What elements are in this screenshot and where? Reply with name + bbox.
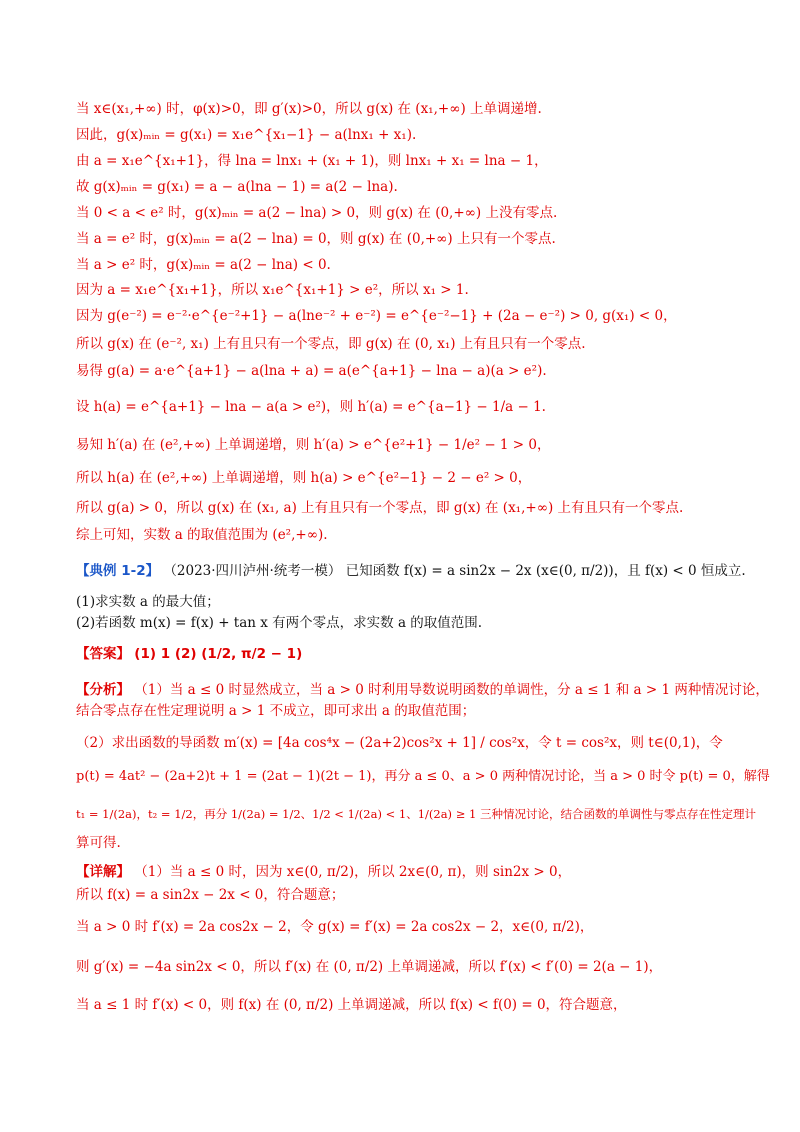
analysis-line-6: 算可得. (76, 835, 121, 851)
proof-line-5: 当 0 < a < e² 时，g(x)ₘᵢₙ = a(2 − lna) > 0，则 g(x) 在 (0,+∞) 上没有零点. (76, 205, 558, 221)
detail-label: 【详解】 (76, 864, 130, 880)
analysis-label: 【分析】 (76, 682, 130, 698)
detail-line-3: 当 a > 0 时 f′(x) = 2a cos2x − 2，令 g(x) = f′(x) = 2a cos2x − 2，x∈(0, π/2)， (76, 919, 594, 935)
analysis-line-2: 结合零点存在性定理说明 a > 1 不成立，即可求出 a 的取值范围； (76, 703, 476, 719)
proof-line-14: 所以 h(a) 在 (e²,+∞) 上单调递增，则 h(a) > e^{e²−1} − 2 − e² > 0， (76, 470, 532, 486)
example-source: （2023·四川泸州·统考一模） (163, 563, 342, 579)
analysis-line-1 (76, 681, 769, 699)
analysis-line-5: t₁ = 1/(2a)，t₂ = 1/2，再分 1/(2a) = 1/2、1/2 < 1/(2a) < 1、1/(2a) ≥ 1 三种情况讨论，结合函数的单调性与零点存在性定理计 (76, 807, 756, 821)
example-tag: 【典例 1-2】 (76, 563, 160, 579)
proof-line-6: 当 a = e² 时，g(x)ₘᵢₙ = a(2 − lna) = 0，则 g(x) 在 (0,+∞) 上只有一个零点. (76, 231, 556, 247)
proof-line-12: 设 h(a) = e^{a+1} − lna − a(a > e²)，则 h′(a) = e^{a−1} − 1/a − 1. (76, 399, 546, 415)
proof-line-15: 所以 g(a) > 0，所以 g(x) 在 (x₁, a) 上有且只有一个零点，即 g(x) 在 (x₁,+∞) 上有且只有一个零点. (76, 500, 684, 516)
analysis-line-3: （2）求出函数的导函数 m′(x) = [4a cos⁴x − (2a+2)cos²x + 1] / cos²x，令 t = cos²x，则 t∈(0,1)，令 (76, 735, 723, 751)
proof-line-4: 故 g(x)ₘᵢₙ = g(x₁) = a − a(lna − 1) = a(2 − lna). (76, 179, 398, 195)
answer-line (76, 645, 302, 663)
proof-line-3: 由 a = x₁e^{x₁+1}，得 lna = lnx₁ + (x₁ + 1)，则 lnx₁ + x₁ = lna − 1， (76, 153, 548, 169)
detail-line-5: 当 a ≤ 1 时 f′(x) < 0，则 f(x) 在 (0, π/2) 上单调递减，所以 f(x) < f(0) = 0，符合题意， (76, 997, 627, 1013)
analysis-line-4: p(t) = 4at² − (2a+2)t + 1 = (2at − 1)(2t − 1)，再分 a ≤ 0、a > 0 两种情况讨论，当 a > 0 时令 p(t) = 0，解得 (76, 769, 770, 784)
analysis-text-1a: （1）当 a ≤ 0 时显然成立，当 a > 0 时利用导数说明函数的单调性，分 a ≤ 1 和 a > 1 两种情况讨论， (134, 682, 769, 698)
question-2: (2)若函数 m(x) = f(x) + tan x 有两个零点，求实数 a 的取值范围. (76, 615, 483, 631)
detail-line-4: 则 g′(x) = −4a sin2x < 0，所以 f′(x) 在 (0, π/2) 上单调递减，所以 f′(x) < f′(0) = 2(a − 1)， (76, 959, 663, 975)
proof-line-11: 易得 g(a) = a·e^{a+1} − a(lna + a) = a(e^{a+1} − lna − a)(a > e²). (76, 363, 547, 379)
proof-line-13: 易知 h′(a) 在 (e²,+∞) 上单调递增，则 h′(a) > e^{e²+1} − 1/e² − 1 > 0， (76, 437, 551, 453)
detail-text-1: （1）当 a ≤ 0 时，因为 x∈(0, π/2)，所以 2x∈(0, π)，则 sin2x > 0， (134, 864, 572, 880)
proof-line-9: 因为 g(e⁻²) = e⁻²·e^{e⁻²+1} − a(lne⁻² + e⁻²) = e^{e⁻²−1} + (2a − e⁻²) > 0, g(x₁) < 0， (76, 308, 677, 324)
example-stem: 已知函数 f(x) = a sin2x − 2x (x∈(0, π/2))，且 f(x) < 0 恒成立. (345, 563, 746, 579)
example-header (76, 562, 746, 580)
proof-line-2: 因此，g(x)ₘᵢₙ = g(x₁) = x₁e^{x₁−1} − a(lnx₁ + x₁). (76, 127, 417, 143)
question-1: (1)求实数 a 的最大值； (76, 594, 220, 610)
proof-line-1: 当 x∈(x₁,+∞) 时，φ(x)>0，即 g′(x)>0，所以 g(x) 在 (x₁,+∞) 上单调递增. (76, 101, 542, 117)
detail-line-1 (76, 863, 571, 881)
proof-line-8: 因为 a = x₁e^{x₁+1}，所以 x₁e^{x₁+1} > e²，所以 x₁ > 1. (76, 282, 469, 298)
proof-line-7: 当 a > e² 时，g(x)ₘᵢₙ = a(2 − lna) < 0. (76, 257, 331, 273)
answer-text: (1) 1 (2) (1/2, π/2 − 1) (134, 646, 303, 662)
proof-line-16: 综上可知，实数 a 的取值范围为 (e²,+∞). (76, 527, 328, 543)
proof-line-10: 所以 g(x) 在 (e⁻², x₁) 上有且只有一个零点，即 g(x) 在 (0, x₁) 上有且只有一个零点. (76, 336, 586, 352)
detail-line-2: 所以 f(x) = a sin2x − 2x < 0，符合题意； (76, 887, 345, 903)
answer-label: 【答案】 (76, 646, 130, 662)
